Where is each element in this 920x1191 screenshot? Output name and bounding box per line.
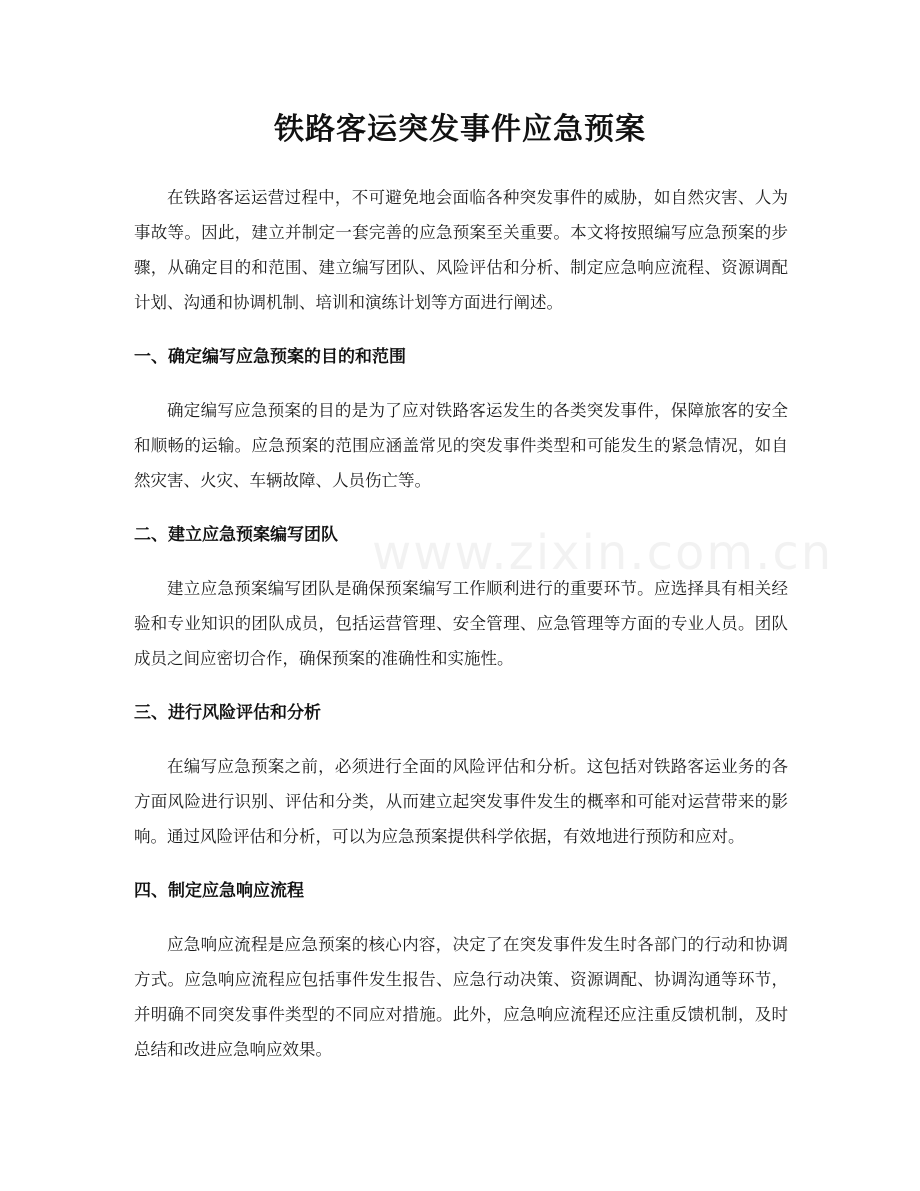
section-heading-4: 四、制定应急响应流程 xyxy=(134,881,304,901)
section-heading-2: 二、建立应急预案编写团队 xyxy=(134,525,338,545)
section-heading-1: 一、确定编写应急预案的目的和范围 xyxy=(134,347,406,367)
document-title: 铁路客运突发事件应急预案 xyxy=(274,112,646,147)
document-body xyxy=(134,180,788,1067)
intro-paragraph: 在铁路客运运营过程中，不可避免地会面临各种突发事件的威胁，如自然灾害、人为事故等。因此，建立并制定一套完善的应急预案至关重要。本文将按照编写应急预案的步骤，从确定目的和范围、建立编写团队、风险评估和分析、制定应急响应流程、资源调配计划、沟通和协调机制、培训和演练计划等方面进行阐述。 xyxy=(134,188,788,312)
section-heading-3: 三、进行风险评估和分析 xyxy=(134,703,321,723)
watermark: www.zixin.com.cn xyxy=(372,525,834,581)
section-body-2: 建立应急预案编写团队是确保预案编写工作顺利进行的重要环节。应选择具有相关经验和专业知识的团队成员，包括运营管理、安全管理、应急管理等方面的专业人员。团队成员之间应密切合作，确保预案的准确性和实施性。 xyxy=(134,579,788,668)
section-body-1: 确定编写应急预案的目的是为了应对铁路客运发生的各类突发事件，保障旅客的安全和顺畅的运输。应急预案的范围应涵盖常见的突发事件类型和可能发生的紧急情况，如自然灾害、火灾、车辆故障、人员伤亡等。 xyxy=(134,401,788,490)
section-body-3: 在编写应急预案之前，必须进行全面的风险评估和分析。这包括对铁路客运业务的各方面风险进行识别、评估和分类，从而建立起突发事件发生的概率和可能对运营带来的影响。通过风险评估和分析，可以为应急预案提供科学依据，有效地进行预防和应对。 xyxy=(134,757,788,846)
section-body-4: 应急响应流程是应急预案的核心内容，决定了在突发事件发生时各部门的行动和协调方式。应急响应流程应包括事件发生报告、应急行动决策、资源调配、协调沟通等环节，并明确不同突发事件类型的不同应对措施。此外，应急响应流程还应注重反馈机制，及时总结和改进应急响应效果。 xyxy=(134,935,788,1059)
